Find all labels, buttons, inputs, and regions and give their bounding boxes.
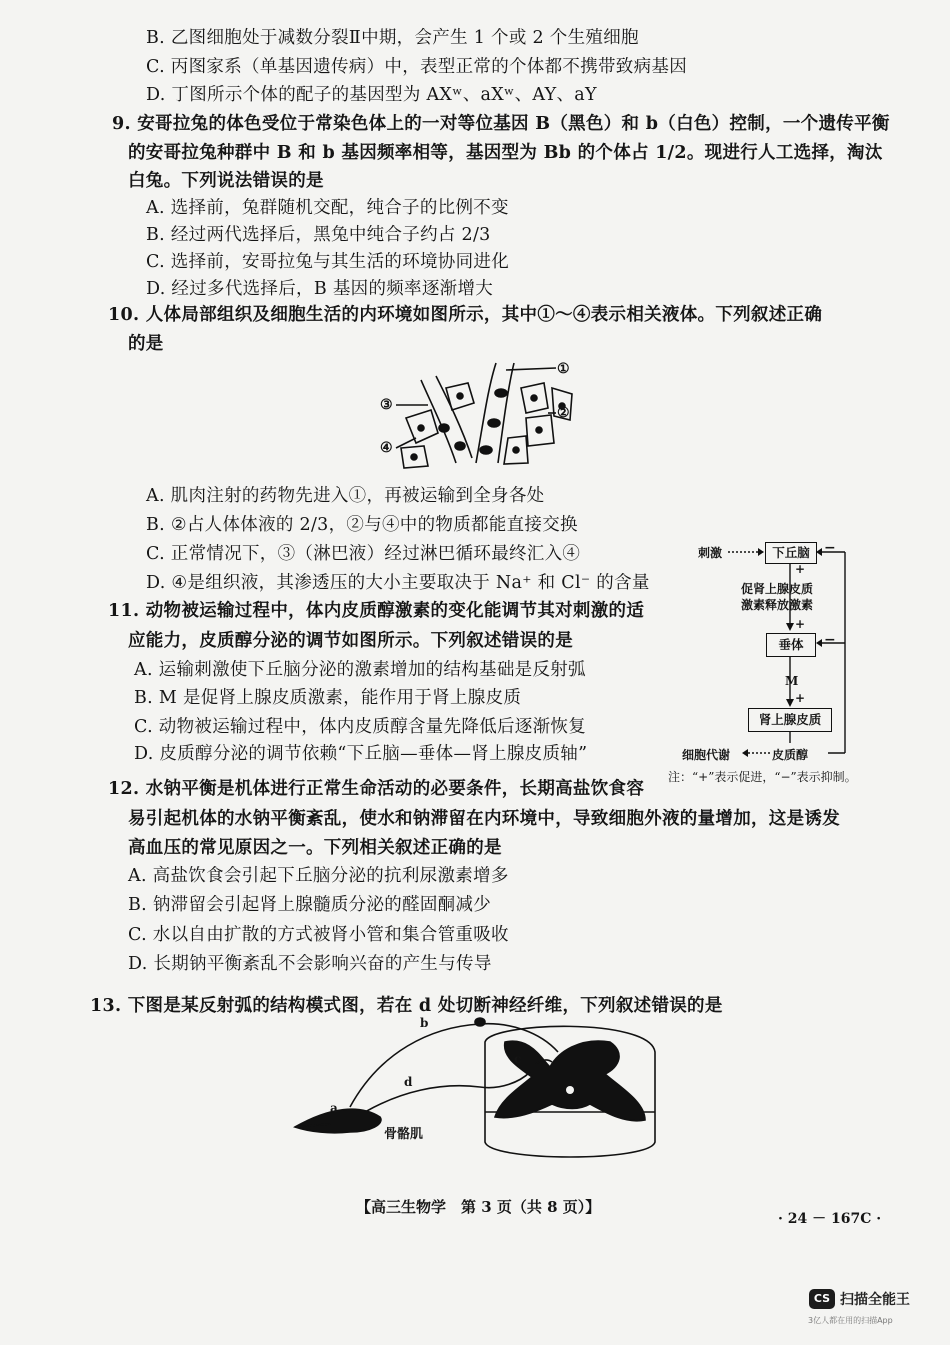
q8-option-b: B. 乙图细胞处于减数分裂Ⅱ中期，会产生 1 个或 2 个生殖细胞 <box>146 28 639 48</box>
fig11-plus-1: + <box>795 562 806 576</box>
fig11-minus-2: − <box>824 632 836 648</box>
fig10-label-1: ① <box>557 361 570 377</box>
fig11-metabolism: 细胞代谢 <box>682 748 731 762</box>
q9-stem-line1: 9. 安哥拉兔的体色受位于常染色体上的一对等位基因 B（黑色）和 b（白色）控制，一个遗传平衡 <box>112 114 890 134</box>
page-footer: 【高三生物学 第 3 页（共 8 页）】 <box>356 1198 601 1216</box>
q12-option-a: A. 高盐饮食会引起下丘脑分泌的抗利尿激素增多 <box>128 866 509 886</box>
fig11-pituitary-box: 垂体 <box>766 633 816 657</box>
fig13-muscle-label: 骨骼肌 <box>384 1127 424 1142</box>
q10-option-a: A. 肌肉注射的药物先进入①，再被运输到全身各处 <box>146 486 545 506</box>
q9-stem-line2: 的安哥拉兔种群中 B 和 b 基因频率相等，基因型为 Bb 的个体占 1/2。现进行人工选择，淘汰 <box>128 143 883 163</box>
q9-option-a: A. 选择前，兔群随机交配，纯合子的比例不变 <box>146 198 509 218</box>
q12-stem-line3: 高血压的常见原因之一。下列相关叙述正确的是 <box>128 838 502 858</box>
scanner-app-name: 扫描全能王 <box>840 1292 910 1308</box>
q12-option-d: D. 长期钠平衡紊乱不会影响兴奋的产生与传导 <box>128 954 492 974</box>
fig11-hypothalamus-box: 下丘脑 <box>765 542 817 564</box>
q10-option-d: D. ④是组织液，其渗透压的大小主要取决于 Na⁺ 和 Cl⁻ 的含量 <box>146 573 650 593</box>
q12-option-b: B. 钠滞留会引起肾上腺髓质分泌的醛固酮减少 <box>128 895 492 915</box>
q9-stem-line3: 白兔。下列说法错误的是 <box>128 171 324 191</box>
fig11-minus-1: − <box>824 540 836 556</box>
fig13-label-c: c <box>514 1052 522 1066</box>
fig10-label-2: ② <box>557 405 570 421</box>
fig11-plus-2: + <box>795 617 806 631</box>
fig11-cortisol: 皮质醇 <box>772 748 809 762</box>
q9-option-c: C. 选择前，安哥拉兔与其生活的环境协同进化 <box>146 252 509 272</box>
exam-code: · 24 － 167C · <box>778 1211 882 1227</box>
q10-tissue-figure <box>376 358 586 473</box>
fig11-plus-3: + <box>795 691 806 705</box>
q12-stem-line1: 12. 水钠平衡是机体进行正常生命活动的必要条件，长期高盐饮食容 <box>108 779 645 799</box>
q9-option-d: D. 经过多代选择后，B 基因的频率逐渐增大 <box>146 279 494 299</box>
q11-option-b: B. M 是促肾上腺皮质激素，能作用于肾上腺皮质 <box>134 688 522 708</box>
q13-reflex-arc-figure <box>290 1012 670 1167</box>
fig13-label-d: d <box>404 1075 413 1089</box>
fig11-note: 注：“+”表示促进，“−”表示抑制。 <box>668 770 857 784</box>
q11-stem-line1: 11. 动物被运输过程中，体内皮质醇激素的变化能调节其对刺激的适 <box>108 601 645 621</box>
q11-option-c: C. 动物被运输过程中，体内皮质醇含量先降低后逐渐恢复 <box>134 717 586 737</box>
scanner-tagline: 3亿人都在用的扫描App <box>808 1316 893 1325</box>
q8-option-c: C. 丙图家系（单基因遗传病）中，表型正常的个体都不携带致病基因 <box>146 57 687 77</box>
q11-option-d: D. 皮质醇分泌的调节依赖“下丘脑—垂体—肾上腺皮质轴” <box>134 744 588 764</box>
q12-option-c: C. 水以自由扩散的方式被肾小管和集合管重吸收 <box>128 925 509 945</box>
scanner-logo-icon: CS <box>809 1289 835 1309</box>
q13-stem-line1: 13. 下图是某反射弧的结构模式图，若在 d 处切断神经纤维，下列叙述错误的是 <box>90 996 723 1016</box>
q10-option-b: B. ②占人体体液的 2/3，②与④中的物质都能直接交换 <box>146 515 578 535</box>
fig10-label-3: ③ <box>380 397 393 413</box>
q10-stem-line1: 10. 人体局部组织及细胞生活的内环境如图所示，其中①～④表示相关液体。下列叙述正确 <box>108 305 823 325</box>
fig11-crh-label: 促肾上腺皮质 激素释放激素 <box>741 582 814 612</box>
q12-stem-line2: 易引起机体的水钠平衡紊乱，使水和钠滞留在内环境中，导致细胞外液的量增加，这是诱发 <box>128 809 840 829</box>
q11-stem-line2: 应能力，皮质醇分泌的调节如图所示。下列叙述错误的是 <box>128 631 573 651</box>
fig10-label-4: ④ <box>380 440 393 456</box>
fig11-stimulus: 刺激 <box>698 546 723 560</box>
q8-option-d: D. 丁图所示个体的配子的基因型为 AXʷ、aXʷ、AY、aY <box>146 85 597 105</box>
fig13-label-b: b <box>420 1016 429 1030</box>
fig11-adrenal-box: 肾上腺皮质 <box>748 708 832 732</box>
q11-option-a: A. 运输刺激使下丘脑分泌的激素增加的结构基础是反射弧 <box>134 660 586 680</box>
q10-option-c: C. 正常情况下，③（淋巴液）经过淋巴循环最终汇入④ <box>146 544 581 564</box>
q10-stem-line2: 的是 <box>128 334 164 354</box>
fig13-label-a: a <box>330 1101 338 1115</box>
fig11-m-label: M <box>785 674 799 688</box>
q9-option-b: B. 经过两代选择后，黑兔中纯合子约占 2/3 <box>146 225 491 245</box>
